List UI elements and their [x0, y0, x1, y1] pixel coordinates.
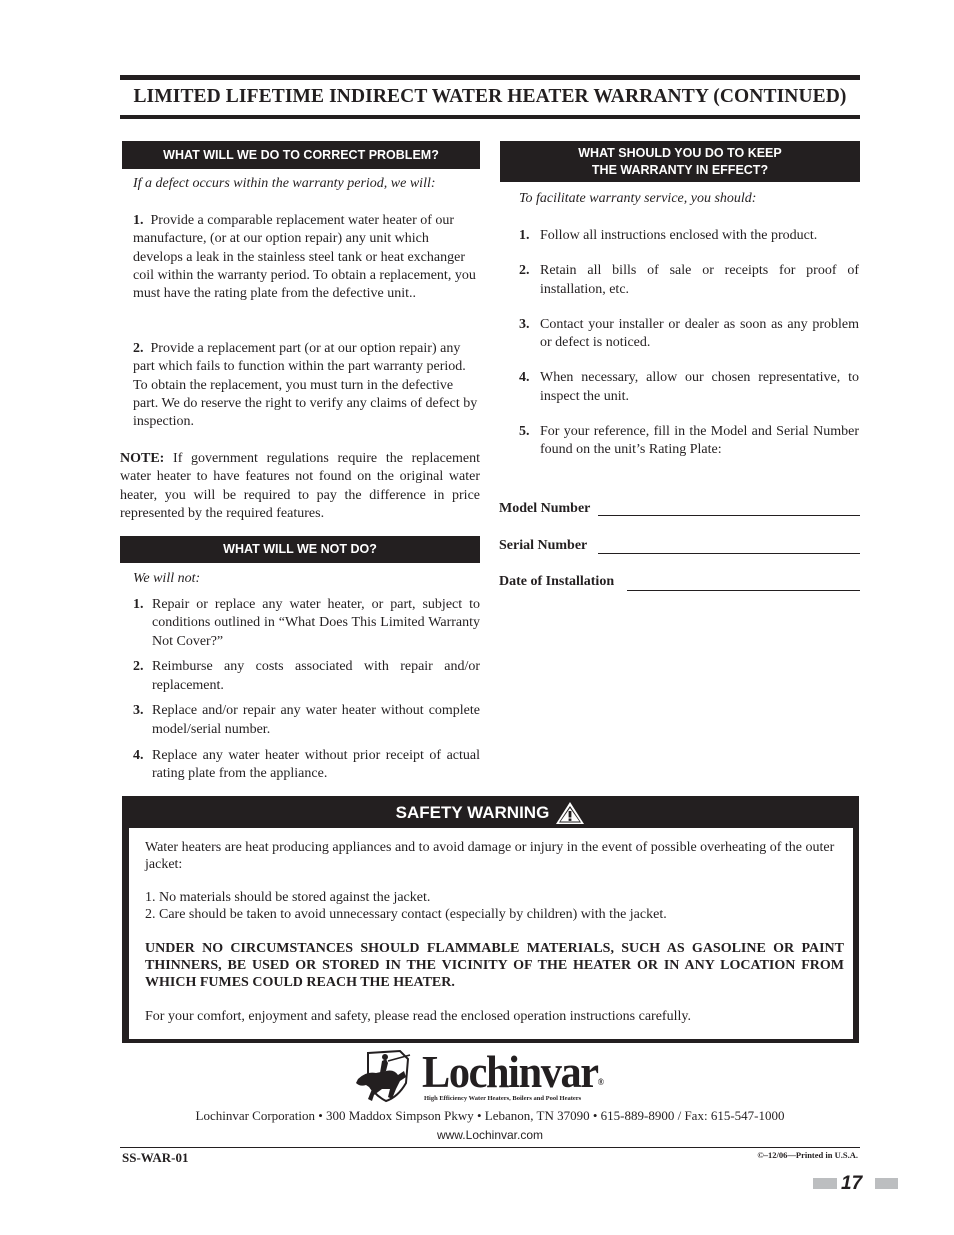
- footer-rule: [120, 1147, 860, 1148]
- safety-text: [145, 839, 844, 1025]
- lochinvar-logo: [352, 1046, 632, 1105]
- print-date: ©–12/06—Printed in U.S.A.: [757, 1150, 858, 1160]
- list-item: [133, 596, 480, 651]
- item-text: Reimburse any costs associated with repair and/or replacement.: [152, 659, 480, 693]
- item-text: Repair or replace any water heater, or part, subject to conditions outlined in “What Does This Limited Warranty Not Cover?”: [152, 597, 480, 649]
- title-rule-bottom: [120, 115, 860, 119]
- safety-caution: UNDER NO CIRCUMSTANCES SHOULD FLAMMABLE MATERIALS, SUCH AS GASOLINE OR PAINT THINNERS, BE USED OR STORED IN THE VICINITY OF THE HEATER OR IN ANY LOCATION FROM WHICH FUMES COULD REACH THE HEATER.: [145, 941, 844, 990]
- website-link[interactable]: www.Lochinvar.com: [436, 1128, 544, 1142]
- list-item: [519, 369, 859, 406]
- item-number: 4.: [133, 747, 144, 763]
- item-text: Retain all bills of sale or receipts for proof of installation, etc.: [540, 263, 859, 297]
- safety-list-2: 2. Care should be taken to avoid unnecessary contact (especially by children) with the jacket.: [145, 907, 667, 922]
- item-number: 5.: [519, 424, 530, 440]
- logo-wordmark: [422, 1047, 603, 1097]
- item-number: 2.: [133, 659, 144, 675]
- safety-intro: Water heaters are heat producing appliances and to avoid damage or injury in the event of possible overheating of the outer jacket:: [145, 840, 835, 872]
- logo-tagline: High Efficiency Water Heaters, Boilers and Pool Heaters: [424, 1095, 582, 1102]
- registered-mark: ®: [597, 1077, 603, 1087]
- serial-number-label: Serial Number: [499, 538, 588, 553]
- list-item: [133, 658, 480, 695]
- logo-name: Lochinvar: [422, 1046, 598, 1097]
- note-label: NOTE:: [120, 451, 165, 466]
- item-number: 2.: [133, 341, 144, 356]
- page-number-bar-right: [875, 1178, 898, 1189]
- item-number: 1.: [133, 597, 144, 612]
- install-date-field[interactable]: [627, 590, 860, 591]
- list-item: [133, 747, 480, 784]
- correct-intro: If a defect occurs within the warranty period, we will:: [133, 176, 436, 191]
- knight-on-horse-shield-icon: [352, 1049, 424, 1105]
- correct-item-1: [133, 212, 480, 303]
- note-paragraph: [120, 450, 480, 523]
- item-text: Replace any water heater without prior receipt of actual rating plate from the appliance.: [152, 747, 480, 781]
- not-list: [133, 596, 480, 783]
- item-number: 1.: [133, 213, 144, 228]
- item-text: Follow all instructions enclosed with the product.: [540, 228, 818, 243]
- item-number: 1.: [519, 228, 530, 243]
- safety-list-1: 1. No materials should be stored against the jacket.: [145, 890, 431, 905]
- list-item: [133, 702, 480, 739]
- item-text: When necessary, allow our chosen representative, to inspect the unit.: [540, 370, 859, 404]
- safety-closing: For your comfort, enjoyment and safety, please read the enclosed operation instructions carefully.: [145, 1009, 691, 1024]
- item-number: 4.: [519, 370, 530, 386]
- header-line: WHAT SHOULD YOU DO TO KEEP: [578, 145, 782, 160]
- model-number-field[interactable]: [598, 515, 860, 516]
- model-number-label: Model Number: [499, 501, 591, 516]
- correct-problem-header: WHAT WILL WE DO TO CORRECT PROBLEM?: [122, 141, 480, 169]
- keep-warranty-header: [500, 141, 860, 182]
- safety-content: [128, 828, 853, 1039]
- not-do-header: WHAT WILL WE NOT DO?: [120, 536, 480, 563]
- list-item: [519, 262, 859, 299]
- item-number: 3.: [519, 316, 530, 332]
- item-text: Provide a comparable replacement water heater of our manufacture, (or at our option repair) any unit which develops a leak in the stainless steel tank or heat exchanger coil within the warranty period. To obtain a replacement, you must have the rating plate from the defective unit..: [133, 213, 476, 302]
- item-text: Replace and/or repair any water heater without complete model/serial number.: [152, 703, 480, 737]
- safety-warning-box: [122, 796, 859, 1043]
- title-rule-top: [120, 75, 860, 80]
- item-text: Contact your installer or dealer as soon as any problem or defect is noticed.: [540, 316, 859, 351]
- item-text: For your reference, fill in the Model and Serial Number found on the unit’s Rating Plate:: [540, 424, 859, 458]
- company-address: Lochinvar Corporation • 300 Maddox Simpson Pkwy • Lebanon, TN 37090 • 615-889-8900 / Fax: 615-547-1000: [195, 1108, 785, 1123]
- install-date-label: Date of Installation: [499, 574, 615, 589]
- list-item: [519, 316, 859, 353]
- note-text: If government regulations require the replacement water heater to have features not found on the original water heater, you will be required to pay the difference in price represented by the required features.: [120, 451, 481, 521]
- list-item: [519, 227, 859, 245]
- page-number-bar-left: [813, 1178, 837, 1189]
- list-item: [519, 423, 859, 460]
- header-line: THE WARRANTY IN EFFECT?: [591, 162, 769, 177]
- item-number: 2.: [519, 263, 530, 279]
- item-text: Provide a replacement part (or at our option repair) any part which fails to function within the part warranty period. To obtain the replacement, you must turn in the defective part. We do reserve the right to verify any claims of defect by inspection.: [133, 341, 478, 430]
- correct-item-2: [133, 340, 480, 431]
- serial-number-field[interactable]: [598, 553, 860, 554]
- keep-list: [519, 227, 859, 460]
- page-number: 17: [841, 1173, 863, 1194]
- not-intro: We will not:: [133, 571, 201, 586]
- safety-title-bar: [122, 800, 859, 826]
- item-number: 3.: [133, 703, 144, 719]
- warning-triangle-icon: [555, 801, 585, 825]
- page-title: LIMITED LIFETIME INDIRECT WATER HEATER WARRANTY (CONTINUED): [133, 86, 847, 107]
- document-code: SS-WAR-01: [122, 1150, 189, 1165]
- keep-intro: To facilitate warranty service, you should:: [519, 191, 757, 206]
- safety-title: SAFETY WARNING: [395, 803, 550, 822]
